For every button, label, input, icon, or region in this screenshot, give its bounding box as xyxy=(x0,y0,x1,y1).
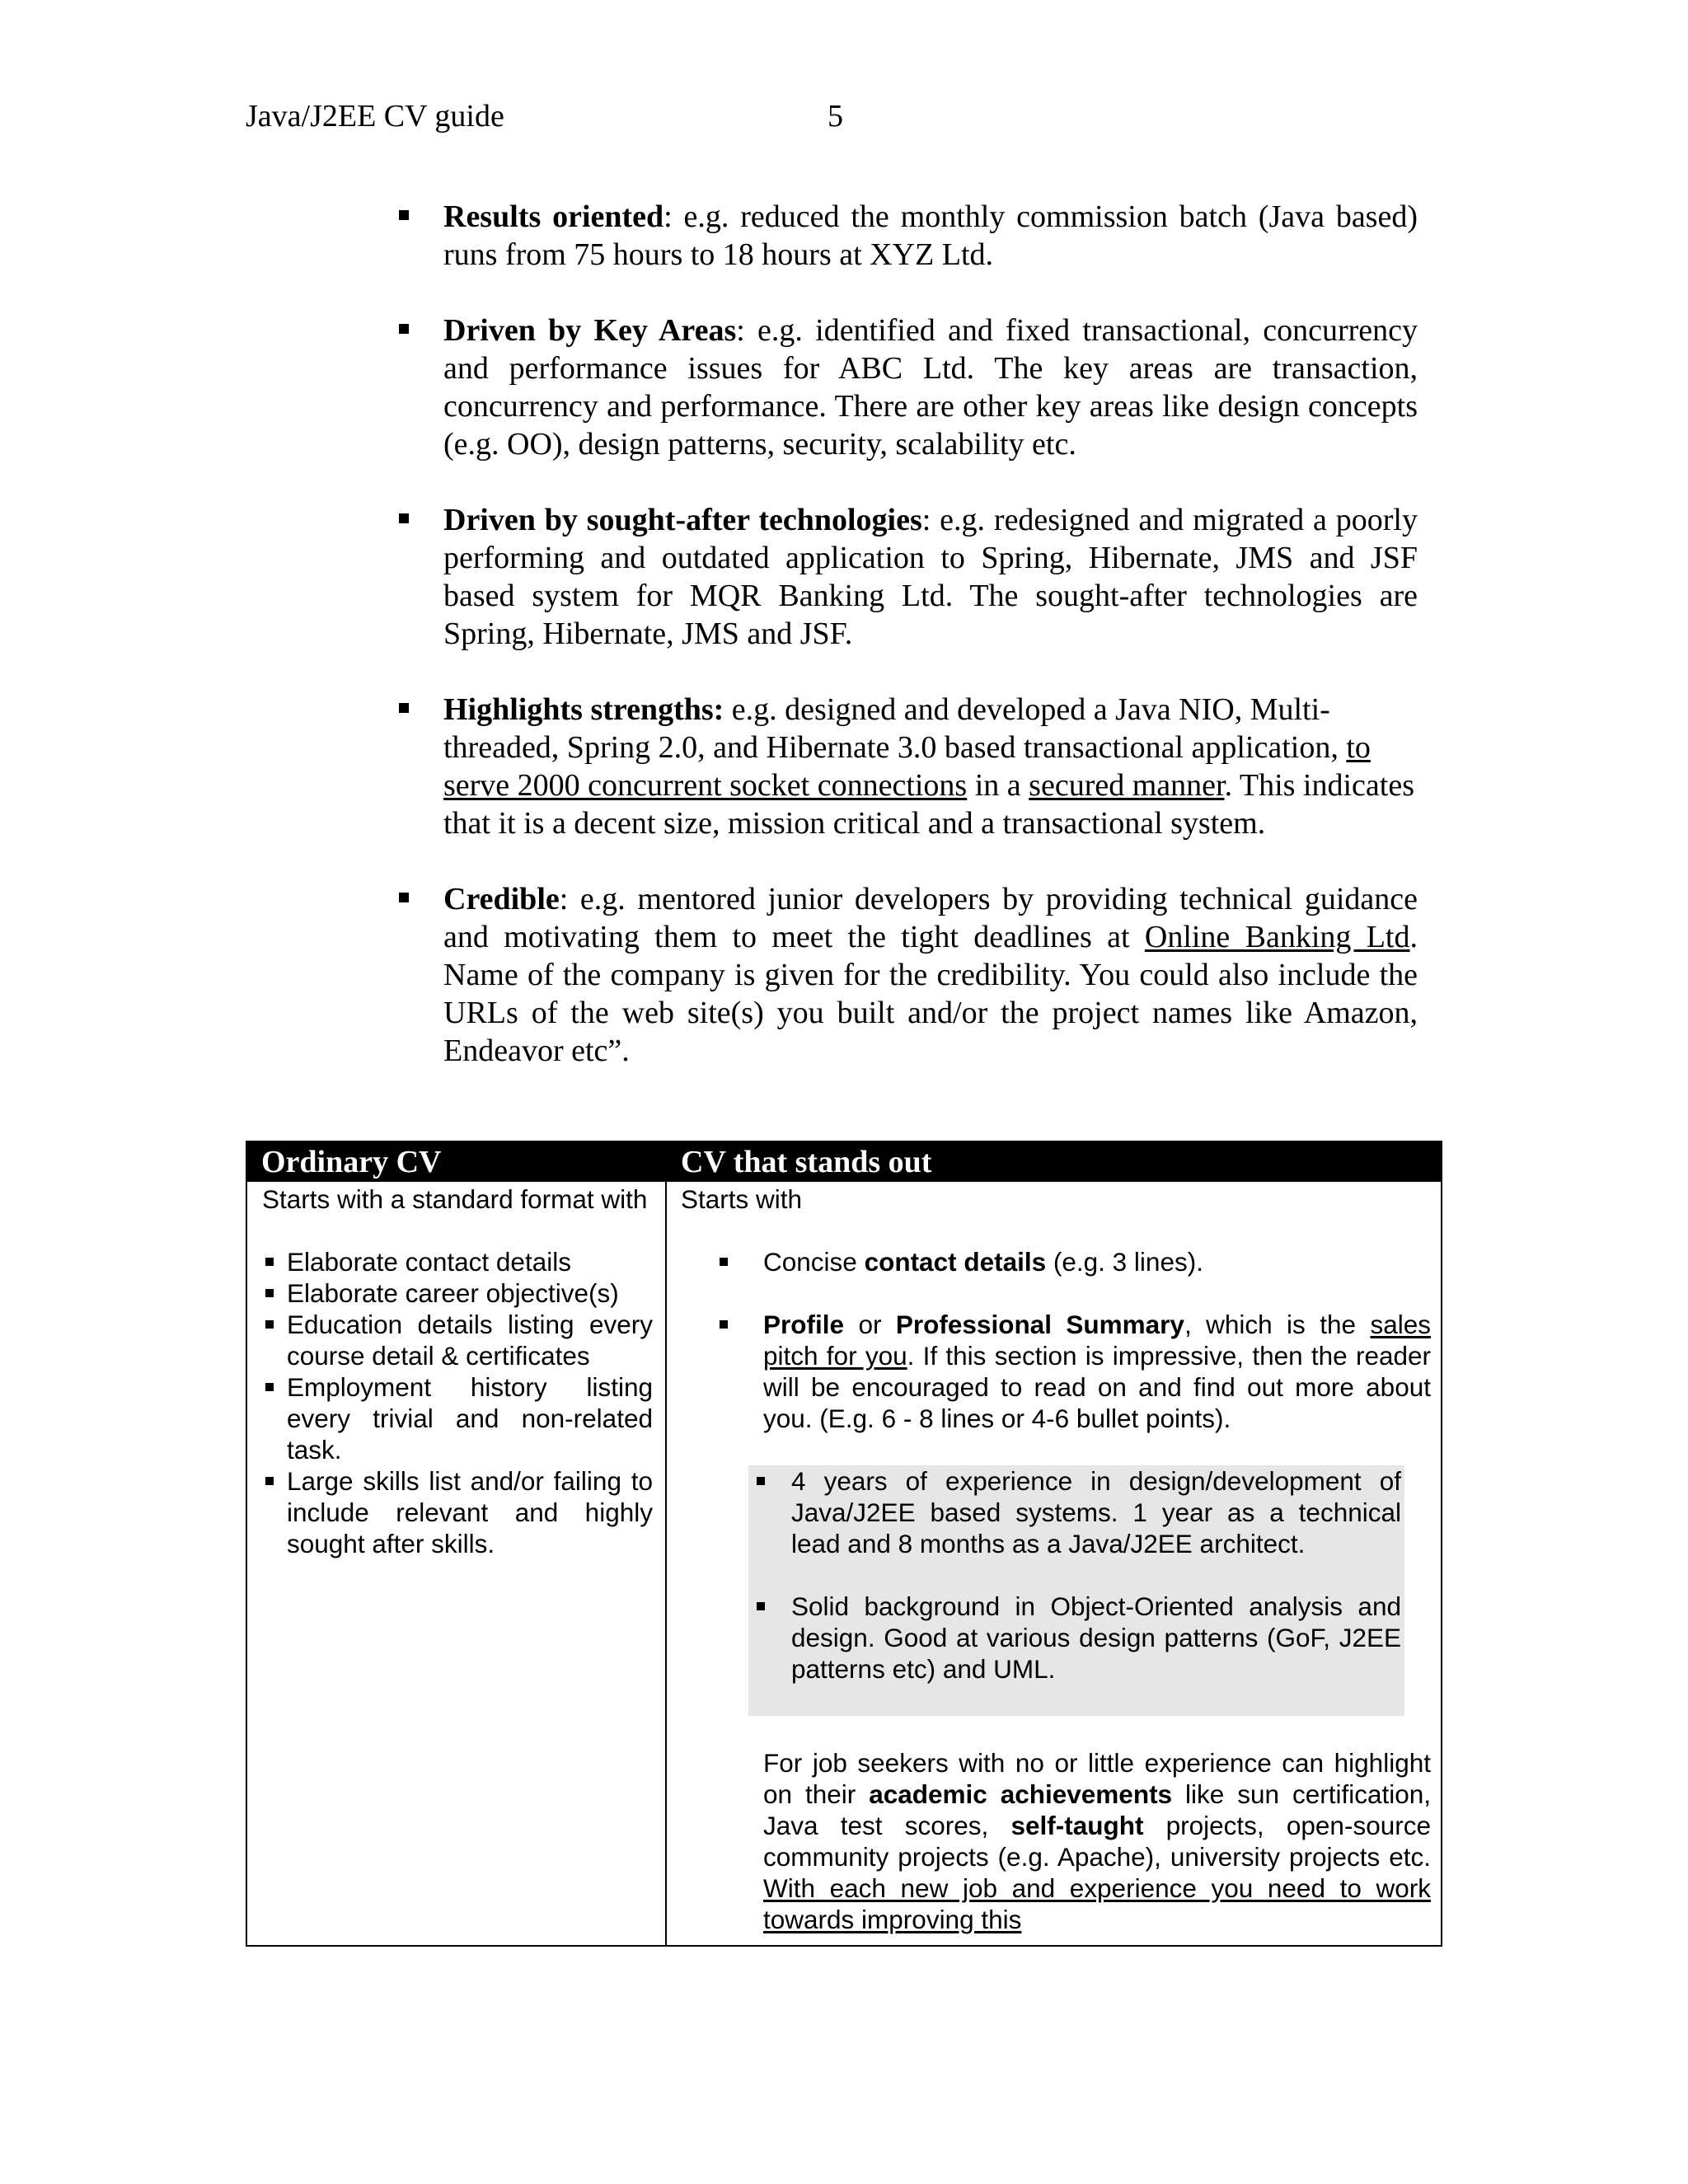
ordinary-cv-column xyxy=(262,1183,653,1559)
job-seekers-paragraph xyxy=(763,1747,1431,1935)
bullet-text: : e.g. reduced the monthly commission batch (Java based) runs from 75 hours to 18 hours at XYZ Ltd. xyxy=(443,199,1418,272)
profile-example-box xyxy=(748,1465,1404,1716)
item-bold: contact details xyxy=(864,1247,1047,1277)
para-text: like sun certification, Java test scores, xyxy=(763,1779,1432,1840)
standout-cv-intro: Starts with xyxy=(681,1184,803,1214)
standout-cv-column xyxy=(681,1183,1431,1935)
achievement-bullet-list xyxy=(392,198,1418,1108)
bullet-results-oriented xyxy=(392,198,1418,274)
para-text: projects, open-source community projects (e.g. Apache), university projects etc. xyxy=(763,1811,1431,1872)
bullet-term: Driven by sought-after technologies xyxy=(443,503,922,537)
item-text: , which is the xyxy=(1184,1310,1371,1339)
list-item: Solid background in Object-Oriented analysis and design. Good at various design patterns (GoF, J2EE patterns etc) and UML. xyxy=(748,1591,1404,1685)
profile-example-list xyxy=(748,1465,1404,1685)
bullet-term: Driven by Key Areas xyxy=(443,313,737,348)
list-item: 4 years of experience in design/development of Java/J2EE based systems. 1 year as a technical lead and 8 months as a Java/J2EE architect. xyxy=(748,1465,1404,1559)
ordinary-cv-intro: Starts with a standard format with xyxy=(262,1184,648,1214)
bullet-text: : e.g. mentored junior developers by providing technical guidance and motivating them to meet the tight deadlines at xyxy=(443,882,1418,954)
list-item: Elaborate contact details xyxy=(262,1246,653,1277)
underlined-phrase: Online Banking Ltd xyxy=(1144,920,1410,954)
page-number: 5 xyxy=(828,99,843,134)
bullet-text: : e.g. identified and fixed transactional, concurrency and performance issues for ABC Ltd. The key areas are transaction, concurrency and performance. There are other key areas like design concepts (e.g. OO), design patterns, security, scalability etc. xyxy=(443,313,1418,462)
bullet-text: e.g. designed and developed a Java NIO, Multi-threaded, Spring 2.0, and Hibernate 3.0 based transactional application, xyxy=(443,692,1347,765)
standout-cv-list xyxy=(681,1246,1431,1434)
list-item: Large skills list and/or failing to include relevant and highly sought after skills. xyxy=(262,1465,653,1559)
para-bold: self-taught xyxy=(1010,1811,1144,1840)
column-divider xyxy=(665,1142,667,1945)
list-item-contact-details xyxy=(681,1246,1431,1277)
bullet-term: Results oriented xyxy=(443,199,664,234)
item-text: (e.g. 3 lines). xyxy=(1046,1247,1203,1277)
bullet-text: . Name of the company is given for the credibility. You could also include the URLs of the web site(s) you built and/or the project names like Amazon, Endeavor etc”. xyxy=(443,920,1418,1068)
list-item: Employment history listing every trivial and non-related task. xyxy=(262,1371,653,1465)
running-header-title: Java/J2EE CV guide xyxy=(246,99,504,134)
bullet-credible xyxy=(392,880,1418,1070)
header-cv-that-stands-out: CV that stands out xyxy=(681,1145,932,1179)
header-ordinary-cv: Ordinary CV xyxy=(261,1145,442,1179)
para-text: For job seekers with no or little experience can highlight on their xyxy=(763,1748,1431,1809)
underlined-phrase: to serve 2000 concurrent socket connections xyxy=(443,730,1371,803)
underlined-phrase: sales pitch for you xyxy=(763,1310,1431,1371)
item-text: Concise xyxy=(763,1247,865,1277)
bullet-sought-after-technologies xyxy=(392,501,1418,653)
bullet-driven-by-key-areas xyxy=(392,312,1418,463)
item-bold: Profile xyxy=(763,1310,845,1339)
item-bold: Professional Summary xyxy=(895,1310,1184,1339)
item-text: . If this section is impressive, then the reader will be encouraged to read on and find out more about you. (E.g. 6 - 8 lines or 4-6 bullet points). xyxy=(763,1341,1432,1433)
bullet-term: Credible xyxy=(443,882,560,916)
underlined-phrase: With each new job and experience you need to work towards improving this xyxy=(763,1873,1431,1934)
para-bold: academic achievements xyxy=(869,1779,1173,1809)
bullet-text: . This indicates that it is a decent size, mission critical and a transactional system. xyxy=(443,768,1414,841)
bullet-highlights-strengths xyxy=(392,691,1418,842)
underlined-phrase: secured manner xyxy=(1029,768,1225,803)
list-item: Education details listing every course detail & certificates xyxy=(262,1309,653,1371)
item-text: or xyxy=(844,1310,896,1339)
bullet-text: in a xyxy=(967,768,1029,803)
list-item-profile xyxy=(681,1309,1431,1434)
list-item: Elaborate career objective(s) xyxy=(262,1277,653,1309)
bullet-text: : e.g. redesigned and migrated a poorly performing and outdated application to Spring, Hibernate, JMS and JSF based system for MQR Banking Ltd. The sought-after technologies are Spring, Hibernate, JMS and JSF. xyxy=(443,503,1418,651)
table-header-row xyxy=(247,1142,1441,1182)
ordinary-cv-list xyxy=(262,1246,653,1559)
bullet-term: Highlights strengths: xyxy=(443,692,724,727)
cv-comparison-table xyxy=(246,1141,1442,1947)
